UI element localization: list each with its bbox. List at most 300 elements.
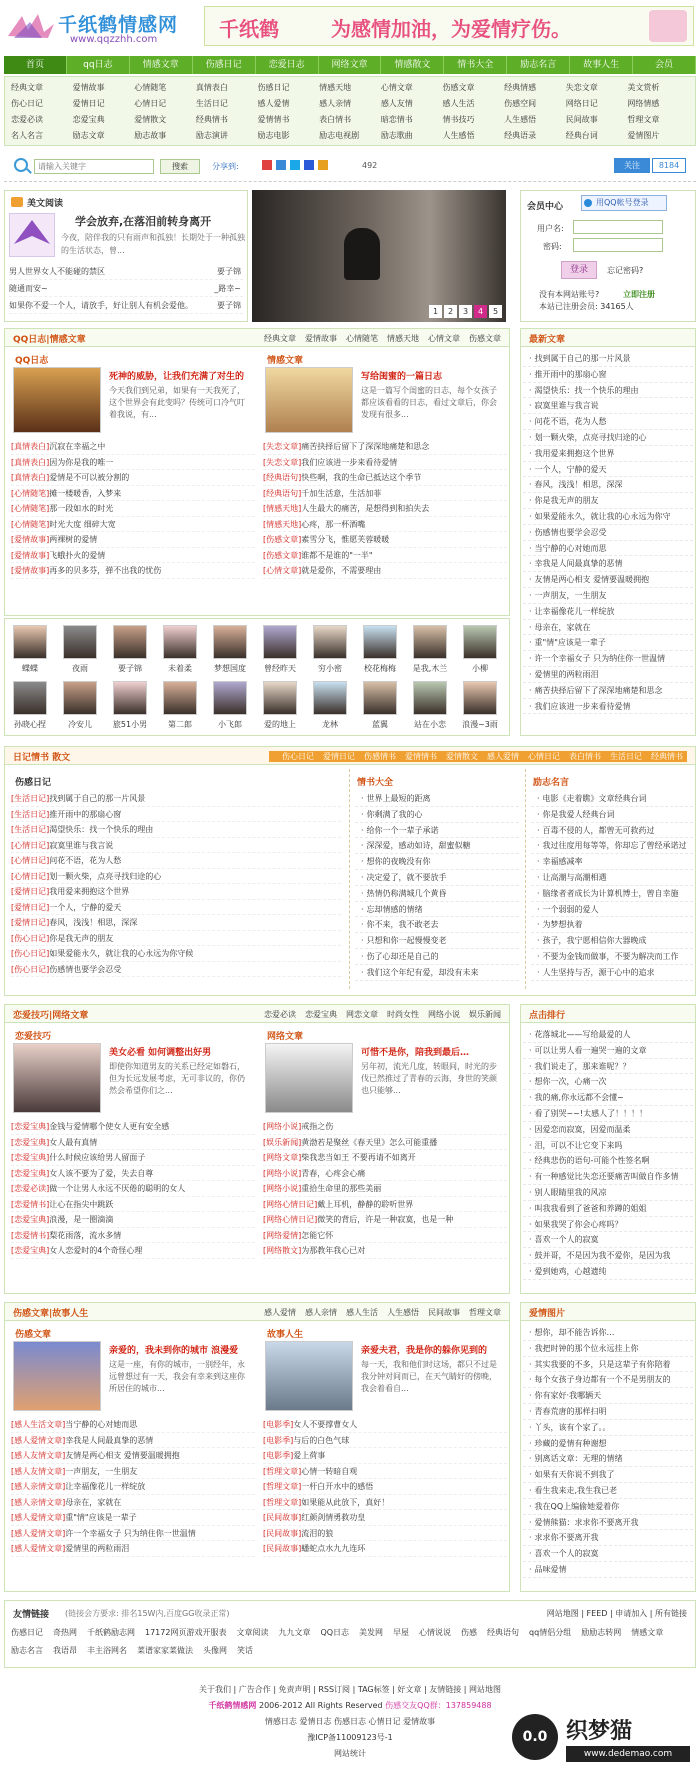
section-tab[interactable]: 心情日记 <box>528 752 560 761</box>
section-tab[interactable]: 经典文章 <box>264 334 296 343</box>
member-avatar[interactable] <box>313 625 347 659</box>
pic-item[interactable]: · 你有家好·我哪辆天 <box>523 1388 693 1404</box>
hot-item[interactable]: · 鼓并哥，不是因为我不爱你，是因为我 <box>523 1248 693 1264</box>
article-category[interactable]: [哲理文章] <box>263 1466 302 1476</box>
share-tqq-icon[interactable] <box>290 160 300 170</box>
love-letter-item[interactable]: · 你剩满了我的心 <box>355 807 519 823</box>
subnav-link[interactable]: 表白情书 <box>319 115 352 124</box>
member-avatar[interactable] <box>413 625 447 659</box>
article-category[interactable]: [恋爱必读] <box>11 1184 50 1193</box>
article-row[interactable] <box>263 455 507 471</box>
article-category[interactable]: [电影季] <box>263 1435 294 1445</box>
friend-link[interactable]: 头像网 <box>203 1646 227 1655</box>
article-title[interactable]: 微笑的背后，许是一种寂寞，也是一种 <box>317 1215 454 1224</box>
love-section-title[interactable]: 恋爱技巧|网络文章 <box>13 1011 89 1021</box>
article-title[interactable]: 流泪的狼 <box>301 1528 334 1538</box>
friend-link[interactable]: 笑话 <box>237 1646 253 1655</box>
article-category[interactable]: [爱情日记] <box>11 887 50 896</box>
section-tab[interactable]: 爱情日记 <box>323 752 355 761</box>
article-title[interactable]: 如果爱能永久，就让我的心永远为你守候 <box>49 949 194 958</box>
reading-item[interactable] <box>9 280 243 297</box>
friend-link[interactable]: 经典语句 <box>487 1628 520 1637</box>
pic-item[interactable]: · 我在QQ上编偷她爱着你 <box>523 1499 693 1515</box>
reading-feature-title[interactable]: 学会放弃,在落泪前转身离开 <box>75 215 212 228</box>
section-tab[interactable]: 娱乐新闻 <box>469 1010 501 1019</box>
member-avatar[interactable] <box>13 625 47 659</box>
nav-item[interactable]: 网络文章 <box>319 56 382 74</box>
article-title[interactable]: 做一个让男人永远不厌倦的聪明的女人 <box>49 1184 186 1193</box>
article-row[interactable] <box>11 1119 255 1135</box>
member-avatar-name[interactable]: 夜雨 <box>72 664 88 673</box>
article-category[interactable]: [恋爱宝典] <box>11 1168 50 1178</box>
article-title[interactable]: 青春，心疼会心痛 <box>301 1168 366 1178</box>
love-left-heading[interactable]: 恋爱技巧 <box>15 1032 52 1042</box>
section-tab[interactable]: 感人爱情 <box>487 752 519 761</box>
article-category[interactable]: [伤心日记] <box>11 964 50 974</box>
article-title[interactable]: 就是爱你，不需要理由 <box>301 566 382 575</box>
article-row[interactable] <box>11 1510 255 1526</box>
article-category[interactable]: [伤感文章] <box>263 535 302 544</box>
search-input[interactable] <box>34 159 154 174</box>
login-button[interactable]: 登录 <box>561 261 597 279</box>
love-letter-item[interactable]: · 决定爱了，就不要放手 <box>355 870 519 886</box>
article-row[interactable] <box>11 962 341 978</box>
latest-item[interactable]: · 当宁静的心对她而思 <box>523 541 693 557</box>
article-title[interactable]: 金钱与爱情哪个使女人更有安全感 <box>49 1122 170 1131</box>
share-qzone-icon[interactable] <box>276 160 286 170</box>
subnav-link[interactable]: 爱情图片 <box>627 131 660 140</box>
nav-item[interactable]: 情感散文 <box>381 56 444 74</box>
article-category[interactable]: [爱情故事] <box>11 566 50 575</box>
latest-item[interactable]: · 划一颗火柴，点亮寻找归途的心 <box>523 430 693 446</box>
section-tab[interactable]: 网络小说 <box>428 1010 460 1019</box>
reading-item-title[interactable]: 男人世界女人不能碰的禁区 <box>9 267 105 276</box>
subnav-link[interactable]: 伤感文章 <box>442 83 475 92</box>
member-avatar[interactable] <box>363 681 397 715</box>
article-row[interactable] <box>11 791 341 807</box>
article-title[interactable]: 怎能它怀 <box>301 1230 334 1240</box>
pic-item[interactable]: · 喜欢一个人的寂寞 <box>523 1546 693 1562</box>
article-category[interactable]: [恋爱情书] <box>11 1199 50 1209</box>
diary-section-title[interactable]: 日记情书 散文 <box>13 753 71 763</box>
nav-item[interactable]: 伤感日记 <box>193 56 256 74</box>
section-tab[interactable]: 爱情情书 <box>405 752 437 761</box>
subnav-link[interactable]: 恋爱宝典 <box>72 115 105 124</box>
article-category[interactable]: [哲理文章] <box>263 1497 302 1507</box>
article-category[interactable]: [伤心日记] <box>11 933 50 943</box>
article-category[interactable]: [感人爱情文章] <box>11 1528 66 1538</box>
hot-item[interactable]: · 我的痛,你永远都不会懂~ <box>523 1090 693 1106</box>
article-row[interactable] <box>11 1479 255 1495</box>
article-title[interactable]: 时光大度 细碎大宽 <box>49 519 116 529</box>
section-tab[interactable]: 生活日记 <box>610 752 642 761</box>
hot-item[interactable]: · 可以让男人看一遍哭一遍的文章 <box>523 1043 693 1059</box>
friend-link[interactable]: 17172网页游戏开服表 <box>145 1628 227 1637</box>
subnav-link[interactable]: 伤感空间 <box>504 99 537 108</box>
article-title[interactable]: 一杆白开水中的感悟 <box>301 1482 374 1491</box>
subnav-link[interactable]: 经典台词 <box>565 131 598 140</box>
article-row[interactable] <box>263 563 507 579</box>
member-avatar[interactable] <box>63 625 97 659</box>
story-section-title[interactable]: 伤感文章|故事人生 <box>13 1309 89 1319</box>
article-title[interactable]: 一声朋友，一生朋友 <box>65 1466 138 1476</box>
article-row[interactable] <box>11 1417 255 1433</box>
article-title[interactable]: 春风，浅浅！相思，深深 <box>49 918 138 927</box>
article-title[interactable]: 人生最大的痛苦，是想得到和拍失去 <box>301 504 430 513</box>
article-category[interactable]: [民间故事] <box>263 1528 302 1538</box>
subnav-link[interactable]: 暗恋情书 <box>380 115 413 124</box>
reading-item-author[interactable]: 要子锦 <box>213 263 241 280</box>
member-avatar[interactable] <box>413 681 447 715</box>
friend-link[interactable]: 心情说说 <box>419 1628 452 1637</box>
subnav-link[interactable]: 情书技巧 <box>442 115 475 124</box>
nav-item[interactable]: 励志名言 <box>507 56 570 74</box>
article-title[interactable]: 如果能从此放下，真好！ <box>301 1497 390 1507</box>
article-category[interactable]: [网络小说] <box>263 1122 302 1131</box>
qq-left-heading[interactable]: QQ日志 <box>15 356 49 366</box>
love-letter-item[interactable]: · 伤了心却还是自己的 <box>355 949 519 965</box>
subnav-link[interactable]: 伤感日记 <box>257 83 290 92</box>
article-row[interactable] <box>263 1181 507 1197</box>
article-category[interactable]: [生活日记] <box>11 794 50 803</box>
member-avatar-name[interactable]: 要子锦 <box>118 664 142 673</box>
article-category[interactable]: [失恋文章] <box>263 442 302 451</box>
pic-item[interactable]: · 其实我要的不多，只是这辈子有你陪着 <box>523 1357 693 1373</box>
article-title[interactable]: 爱情是不可以被分割的 <box>49 473 130 482</box>
article-category[interactable]: [电影季] <box>263 1420 294 1429</box>
article-title[interactable]: 因为你是我的唯一 <box>49 457 114 467</box>
nav-item[interactable]: qq日志 <box>67 56 130 74</box>
section-tab[interactable]: 感人爱情 <box>264 1308 296 1317</box>
image-slider[interactable] <box>252 190 506 322</box>
subnav-link[interactable]: 生活日记 <box>195 99 228 108</box>
love-letter-item[interactable]: · 热情仍称满城几个黄昏 <box>355 886 519 902</box>
reading-item-title[interactable]: 随通而安~ <box>9 284 48 293</box>
article-title[interactable]: 推开雨中的那扇心窗 <box>49 809 122 819</box>
article-category[interactable]: [经典语句] <box>263 488 302 498</box>
member-avatar-name[interactable]: 小柳 <box>472 664 488 673</box>
pic-item[interactable]: · 求求你不要离开我 <box>523 1530 693 1546</box>
article-title[interactable]: 柴我悲当如王 不要再请不如离开 <box>301 1153 416 1162</box>
qq-right-thumb[interactable] <box>265 367 353 433</box>
subnav-link[interactable]: 励志故事 <box>134 131 167 140</box>
subnav-link[interactable]: 美文赏析 <box>627 83 660 92</box>
article-row[interactable] <box>11 1197 255 1213</box>
love-right-feature-title[interactable]: 可惜不是你，陪我到最后… <box>361 1048 470 1058</box>
friend-link[interactable]: 奇热网 <box>53 1628 77 1637</box>
article-category[interactable]: [爱情故事] <box>11 535 50 544</box>
friend-link[interactable]: 励志名言 <box>11 1646 43 1655</box>
article-category[interactable]: [感人友情文章] <box>11 1466 66 1476</box>
motto-item[interactable]: · 为梦想执着 <box>531 917 693 933</box>
member-avatar-name[interactable]: 曾经昨天 <box>264 664 296 673</box>
pic-item[interactable]: · 如果有天你说不到我了 <box>523 1467 693 1483</box>
subnav-link[interactable]: 爱情情书 <box>257 115 290 124</box>
article-category[interactable]: [真情表白] <box>11 457 50 467</box>
article-title[interactable]: 痛苦抉择后留下了深深地痛楚和思念 <box>301 442 430 451</box>
hot-item[interactable]: · 喜欢一个人的寂寞 <box>523 1232 693 1248</box>
article-title[interactable]: 母亲在，家就在 <box>65 1497 122 1507</box>
latest-item[interactable]: · 让幸福像花儿一样绽放 <box>523 604 693 620</box>
article-row[interactable] <box>11 931 341 947</box>
member-avatar[interactable] <box>263 625 297 659</box>
member-avatar-name[interactable]: 梦想国度 <box>214 664 246 673</box>
section-tab[interactable]: 情感天地 <box>387 334 419 343</box>
article-row[interactable] <box>11 1166 255 1182</box>
article-category[interactable]: [感人亲情文章] <box>11 1497 66 1507</box>
username-input[interactable] <box>573 220 663 234</box>
article-category[interactable]: [网络心情日记] <box>263 1215 318 1224</box>
motto-item[interactable]: · 不要为金钱而做事，不要为解决而工作 <box>531 949 693 965</box>
footer-stats[interactable]: 网站统计 <box>334 1749 366 1758</box>
article-title[interactable]: 两裸树的爱情 <box>49 535 98 544</box>
section-tab[interactable]: 表白情书 <box>569 752 601 761</box>
latest-item[interactable]: · 推开雨中的那扇心窗 <box>523 367 693 383</box>
nav-item[interactable]: 情感文章 <box>130 56 193 74</box>
article-row[interactable] <box>263 501 507 517</box>
story-right-heading[interactable]: 故事人生 <box>267 1330 304 1340</box>
article-category[interactable]: [娱乐新闻] <box>263 1137 302 1147</box>
love-letter-item[interactable]: · 世界上最短的距离 <box>355 791 519 807</box>
article-row[interactable] <box>263 1417 507 1433</box>
friend-link[interactable]: 千纸鹤励志网 <box>87 1628 135 1637</box>
nav-item[interactable]: 故事人生 <box>570 56 633 74</box>
subnav-link[interactable]: 爱情日记 <box>72 99 105 108</box>
article-row[interactable] <box>11 470 255 486</box>
hot-item[interactable]: · 别人眼睛里我的风凉 <box>523 1185 693 1201</box>
article-row[interactable] <box>11 946 341 962</box>
qq-left-thumb[interactable] <box>13 367 101 433</box>
article-category[interactable]: [感人爱情文章] <box>11 1513 66 1522</box>
article-row[interactable] <box>11 838 341 854</box>
hot-item[interactable]: · 想你一次，心痛一次 <box>523 1074 693 1090</box>
register-link[interactable]: 立即注册 <box>623 290 655 299</box>
article-row[interactable] <box>11 1150 255 1166</box>
article-row[interactable] <box>11 807 341 823</box>
article-category[interactable]: [民间故事] <box>263 1513 302 1522</box>
article-row[interactable] <box>11 532 255 548</box>
subnav-link[interactable]: 励志电视剧 <box>319 131 360 140</box>
love-right-thumb[interactable] <box>265 1043 353 1113</box>
article-title[interactable]: 沉寂在幸福之中 <box>49 442 106 451</box>
subnav-link[interactable]: 网络情感 <box>627 99 660 108</box>
member-avatar-name[interactable]: 冷安儿 <box>68 720 92 729</box>
section-tab[interactable]: 哲理文章 <box>469 1308 501 1317</box>
motto-item[interactable]: · 百毒不侵的人，都曾无可救药过 <box>531 823 693 839</box>
friend-link[interactable]: 早屋 <box>393 1628 410 1637</box>
article-title[interactable]: 问花不语，花为人愁 <box>49 856 122 865</box>
article-row[interactable] <box>11 1135 255 1151</box>
latest-item[interactable]: · 寂寞里谁与我言说 <box>523 398 693 414</box>
article-category[interactable]: [情感天地] <box>263 504 302 513</box>
article-title[interactable]: 幸我是人间最真挚的恶情 <box>65 1435 154 1445</box>
article-category[interactable]: [经典语句] <box>263 473 302 482</box>
article-title[interactable]: 伤感情也要学会忍受 <box>49 964 122 974</box>
diary-h1[interactable]: 伤感日记 <box>15 778 52 788</box>
diary-h3[interactable]: 励志名言 <box>533 778 570 788</box>
nav-item[interactable]: 会员 <box>633 56 696 74</box>
article-category[interactable]: [爱情日记] <box>11 902 50 912</box>
pic-item[interactable]: · 别离话文章：无理的情绪 <box>523 1451 693 1467</box>
article-title[interactable]: 你是我无声的朋友 <box>49 933 114 943</box>
subnav-link[interactable]: 经典语录 <box>504 131 537 140</box>
love-letter-item[interactable]: · 想你的夜晚没有你 <box>355 854 519 870</box>
article-row[interactable] <box>263 1510 507 1526</box>
qq-login-button[interactable]: 用QQ帐号登录 <box>581 195 667 211</box>
article-title[interactable]: 重拾生命里的那些美丽 <box>301 1184 382 1193</box>
article-title[interactable]: 再多的贝多芬，弹不出我的忧伤 <box>49 566 162 575</box>
article-category[interactable]: [情感天地] <box>263 519 302 529</box>
article-row[interactable] <box>11 563 255 579</box>
article-category[interactable]: [爱情故事] <box>11 550 50 560</box>
member-avatar[interactable] <box>313 681 347 715</box>
article-category[interactable]: [网络小说] <box>263 1168 302 1178</box>
follow-button[interactable]: 关注 <box>614 158 650 173</box>
share-more-icon[interactable] <box>318 160 328 170</box>
subnav-link[interactable]: 经典文章 <box>11 83 43 92</box>
friend-link[interactable]: 励励志转网 <box>581 1628 622 1637</box>
subnav-link[interactable]: 失恋文章 <box>565 83 598 92</box>
latest-item[interactable]: · 幸我是人间最真挚的恶情 <box>523 556 693 572</box>
reading-feature-image[interactable] <box>9 213 55 257</box>
latest-item[interactable]: · 许一个幸福女子 只为纳住你一世温情 <box>523 651 693 667</box>
article-row[interactable] <box>11 1228 255 1244</box>
article-category[interactable]: [心情随笔] <box>11 504 50 513</box>
article-category[interactable]: [心情随笔] <box>11 519 50 529</box>
article-row[interactable] <box>263 1495 507 1511</box>
footer-icp[interactable]: 豫ICP备11009123号-1 <box>307 1733 393 1742</box>
section-tab[interactable]: 感人亲情 <box>305 1308 337 1317</box>
member-avatar-name[interactable]: 龙林 <box>322 720 338 729</box>
forgot-password-link[interactable]: 忘记密码? <box>607 266 644 275</box>
subnav-link[interactable]: 心情随笔 <box>134 83 167 92</box>
article-title[interactable]: 找到属于自己的那一片风景 <box>49 794 146 803</box>
article-row[interactable] <box>11 501 255 517</box>
qq-section-title[interactable]: QQ日志|情感文章 <box>13 335 86 345</box>
friend-link[interactable]: 菜谱家家菜做法 <box>137 1646 193 1655</box>
article-row[interactable] <box>263 486 507 502</box>
article-title[interactable]: 划一颗火柴，点亮寻找归途的心 <box>49 871 162 881</box>
article-title[interactable]: 心疼，那一杯酒嘴 <box>301 519 366 529</box>
hot-item[interactable]: · 泪，可以不让它变下来吗 <box>523 1138 693 1154</box>
motto-item[interactable]: · 人生坚持与否，源于心中的追求 <box>531 965 693 981</box>
latest-item[interactable]: · 友情是两心相支 爱情要温暖拥抱 <box>523 572 693 588</box>
love-letter-item[interactable]: · 给你一个一辈子承诺 <box>355 823 519 839</box>
article-category[interactable]: [伤感文章] <box>263 550 302 560</box>
member-avatar[interactable] <box>113 625 147 659</box>
article-title[interactable]: 寂寞里谁与我言说 <box>49 840 114 850</box>
section-tab[interactable]: 伤感情书 <box>364 752 396 761</box>
subnav-link[interactable]: 恋爱必读 <box>11 115 43 124</box>
article-row[interactable] <box>263 1212 507 1228</box>
footer-tags[interactable]: 情感日志 爱情日志 伤感日志 心情日记 爱情故事 <box>264 1717 436 1726</box>
article-title[interactable]: 当宁静的心对她而思 <box>65 1420 138 1429</box>
friend-link[interactable]: 文章阅读 <box>236 1628 269 1637</box>
love-right-heading[interactable]: 网络文章 <box>267 1032 304 1042</box>
subnav-link[interactable]: 真情表白 <box>195 83 228 92</box>
pic-item[interactable]: · 看生我来走,我生我已老 <box>523 1483 693 1499</box>
pic-item[interactable]: · 我把时钟的那个位永远挂上你 <box>523 1341 693 1357</box>
friend-link[interactable]: 丰主浴网名 <box>87 1646 127 1655</box>
latest-item[interactable]: · 如果爱能永久，就让我的心永远为你守 <box>523 509 693 525</box>
love-left-feature-title[interactable]: 美女必看 如何调整出好男 <box>109 1048 212 1058</box>
article-title[interactable]: 女人不要撑曹女人 <box>293 1420 358 1429</box>
article-category[interactable]: [哲理文章] <box>263 1482 302 1491</box>
subnav-link[interactable]: 心情日记 <box>134 99 167 108</box>
article-row[interactable] <box>263 1448 507 1464</box>
member-avatar-name[interactable]: 是我,木兰 <box>412 664 448 673</box>
article-category[interactable]: [感人爱情文章] <box>11 1435 66 1445</box>
footer-links[interactable]: 关于我们 | 广告合作 | 免责声明 | RSS订阅 | TAG标签 | 好文章 | 友情链接 | 网站地图 <box>199 1685 501 1694</box>
article-row[interactable] <box>11 853 341 869</box>
subnav-link[interactable]: 感人亲情 <box>319 99 352 108</box>
article-category[interactable]: [心情日记] <box>11 840 50 850</box>
article-title[interactable]: 让心在指尖中跳跃 <box>49 1199 114 1209</box>
subnav-link[interactable]: 励志电影 <box>257 131 290 140</box>
article-row[interactable] <box>11 900 341 916</box>
story-left-thumb[interactable] <box>13 1341 101 1411</box>
footer-site-name[interactable]: 千纸鹤情感网 <box>208 1701 257 1710</box>
slider-page-button[interactable]: 1 <box>429 305 442 318</box>
article-title[interactable]: 友情是两心相支 爱情要温暖拥抱 <box>65 1451 180 1460</box>
section-tab[interactable]: 心情文章 <box>428 334 460 343</box>
member-avatar-name[interactable]: 蓝翼 <box>372 720 388 729</box>
article-title[interactable]: 重"情"应该是一辈子 <box>65 1513 137 1522</box>
article-row[interactable] <box>11 1541 255 1557</box>
love-letter-item[interactable]: · 你不来，我不敢老去 <box>355 917 519 933</box>
motto-item[interactable]: · 一个弱弱的爱人 <box>531 902 693 918</box>
story-right-feature-title[interactable]: 亲爱夫君，我是你的躲你见到的 <box>361 1346 488 1356</box>
article-row[interactable] <box>11 439 255 455</box>
article-category[interactable]: [恋爱情书] <box>11 1230 50 1240</box>
article-title[interactable]: 蟠蛇点水九九连环 <box>301 1544 366 1553</box>
article-row[interactable] <box>11 884 341 900</box>
member-avatar-name[interactable]: 孙晓心捏 <box>14 720 46 729</box>
article-title[interactable]: 谁都不是谁的"一半" <box>301 550 373 560</box>
article-category[interactable]: [电影季] <box>263 1451 294 1460</box>
section-tab[interactable]: 伤心日记 <box>282 752 314 761</box>
latest-item[interactable]: · 重"情"应该是一辈子 <box>523 635 693 651</box>
article-category[interactable]: [心情随笔] <box>11 488 50 498</box>
article-row[interactable] <box>11 1464 255 1480</box>
latest-item[interactable]: · 爱情里的两粒雨泪 <box>523 667 693 683</box>
member-avatar[interactable] <box>113 681 147 715</box>
article-category[interactable]: [真情表白] <box>11 473 50 482</box>
article-title[interactable]: 那一段如水的时光 <box>49 504 114 513</box>
article-title[interactable]: 女人该不要为了爱，失去自尊 <box>49 1168 154 1178</box>
diary-h2[interactable]: 情书大全 <box>357 778 394 788</box>
friend-link[interactable]: QQ日志 <box>320 1628 350 1637</box>
member-avatar-name[interactable]: 第二郎 <box>168 720 192 729</box>
subnav-link[interactable]: 心情文章 <box>380 83 413 92</box>
article-category[interactable]: [感人友情文章] <box>11 1451 66 1460</box>
member-avatar[interactable] <box>213 625 247 659</box>
article-title[interactable]: 快些啊，我的生命已抵达这个季节 <box>301 473 422 482</box>
article-title[interactable]: 戴上耳机，静静的聆听世界 <box>317 1199 414 1209</box>
member-avatar[interactable] <box>63 681 97 715</box>
motto-item[interactable]: · 幸福感减率 <box>531 854 693 870</box>
pic-item[interactable]: · 丫头，该有个家了。。 <box>523 1420 693 1436</box>
member-avatar[interactable] <box>463 625 497 659</box>
article-title[interactable]: 女人恋爱时的4个奇怪心理 <box>49 1246 143 1255</box>
article-row[interactable] <box>263 1119 507 1135</box>
section-tab[interactable]: 感人生活 <box>346 1308 378 1317</box>
love-letter-item[interactable]: · 只想和你一起慢慢变老 <box>355 933 519 949</box>
hot-item[interactable]: · 因爱恋而寂寞，因爱而温柔 <box>523 1122 693 1138</box>
pic-item[interactable]: · 青春荒唐的那样扫明 <box>523 1404 693 1420</box>
slider-page-button[interactable]: 5 <box>489 305 502 318</box>
article-category[interactable]: [失恋文章] <box>263 457 302 467</box>
